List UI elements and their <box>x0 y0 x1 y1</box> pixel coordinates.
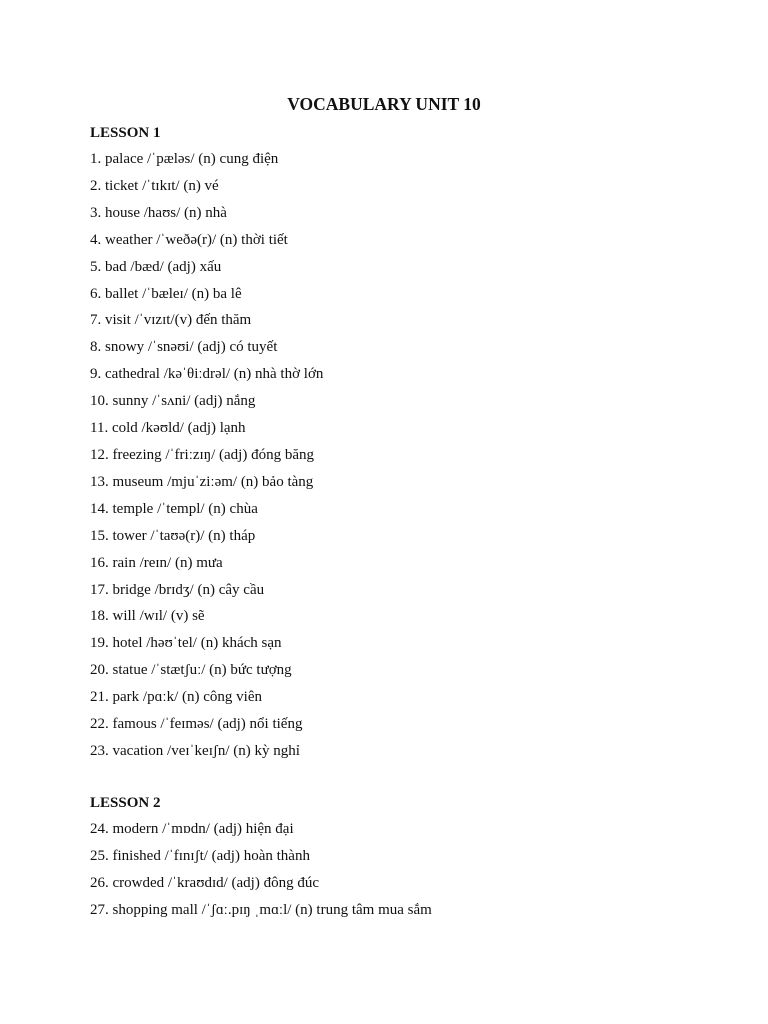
vocabulary-item: 18. will /wɪl/ (v) sẽ <box>90 608 205 625</box>
vocabulary-item: 24. modern /ˈmɒdn/ (adj) hiện đại <box>90 821 294 837</box>
vocabulary-item: 20. statue /ˈstætʃuː/ (n) bức tượng <box>90 662 292 679</box>
vocabulary-item: 14. temple /ˈtempl/ (n) chùa <box>90 500 258 517</box>
lesson-heading: LESSON 1 <box>90 125 161 141</box>
vocabulary-item: 1. palace /ˈpæləs/ (n) cung điện <box>90 151 279 167</box>
vocabulary-item: 5. bad /bæd/ (adj) xấu <box>90 258 222 275</box>
vocabulary-item: 3. house /haʊs/ (n) nhà <box>90 204 227 221</box>
lesson-section-2 <box>90 794 730 924</box>
vocabulary-item: 17. bridge /brɪdʒ/ (n) cây cầu <box>90 581 265 598</box>
vocabulary-item: 19. hotel /həʊˈtel/ (n) khách sạn <box>90 635 282 652</box>
vocabulary-item: 8. snowy /ˈsnəʊi/ (adj) có tuyết <box>90 339 278 356</box>
vocabulary-item: 10. sunny /ˈsʌni/ (adj) nắng <box>90 393 256 410</box>
vocabulary-item: 26. crowded /ˈkraʊdɪd/ (adj) đông đúc <box>90 874 319 891</box>
vocabulary-item: 22. famous /ˈfeɪməs/ (adj) nổi tiếng <box>90 716 303 733</box>
vocabulary-list <box>90 146 730 765</box>
vocabulary-item: 21. park /pɑːk/ (n) công viên <box>90 689 262 706</box>
vocabulary-item: 16. rain /reɪn/ (n) mưa <box>90 554 223 571</box>
document-title: VOCABULARY UNIT 10 <box>287 94 481 114</box>
lesson-section-1 <box>90 124 730 765</box>
vocabulary-item: 9. cathedral /kəˈθiːdrəl/ (n) nhà thờ lớn <box>90 366 324 383</box>
vocabulary-item: 11. cold /kəʊld/ (adj) lạnh <box>90 420 246 437</box>
vocabulary-item: 25. finished /ˈfɪnɪʃt/ (adj) hoàn thành <box>90 847 310 864</box>
vocabulary-item: 6. ballet /ˈbæleɪ/ (n) ba lê <box>90 285 242 302</box>
vocabulary-item: 7. visit /ˈvɪzɪt/(v) đến thăm <box>90 312 252 329</box>
vocabulary-item: 2. ticket /ˈtɪkɪt/ (n) vé <box>90 177 219 194</box>
vocabulary-list <box>90 816 730 924</box>
vocabulary-item: 27. shopping mall /ˈʃɑː.pɪŋ ˌmɑːl/ (n) trung tâm mua sắm <box>90 901 432 918</box>
vocabulary-item: 12. freezing /ˈfriːzɪŋ/ (adj) đóng băng <box>90 446 315 463</box>
vocabulary-item: 13. museum /mjuˈziːəm/ (n) bảo tàng <box>90 473 314 490</box>
vocabulary-item: 15. tower /ˈtaʊə(r)/ (n) tháp <box>90 527 256 544</box>
lesson-heading: LESSON 2 <box>90 795 161 811</box>
vocabulary-item: 23. vacation /veɪˈkeɪʃn/ (n) kỳ nghỉ <box>90 742 300 759</box>
vocabulary-item: 4. weather /ˈweðə(r)/ (n) thời tiết <box>90 231 288 248</box>
